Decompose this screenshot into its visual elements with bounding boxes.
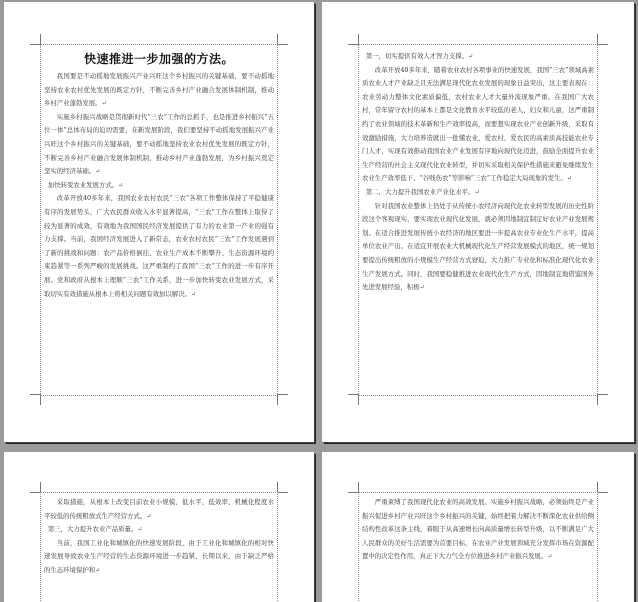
document-page-4: [322, 452, 634, 602]
section-heading[interactable]: 第二，大力提升我国农业产业化水平。↵: [365, 187, 480, 196]
paragraph[interactable]: 严重束缚了我国现代化农业的高效发展。实施乡村振兴战略，必须始终是产业振兴促进乡村产业兴旺这个乡村振兴的关键，始终把着力解决不断深化农业供给侧结构性改革这条主线，着眼于从高速增长向高质量增长转型升级，以不断满足广大人民群众的美好生活需要为首要目标，在农业产业发展领域充分发挥市场在资源配置中的决定性作用，真正下大力气全方位推进乡村产业振兴发展。↵: [362, 498, 594, 561]
paragraph-mark-icon: ↵: [118, 181, 124, 189]
page-body[interactable]: [44, 496, 274, 578]
document-page-3: [4, 452, 314, 602]
paragraph[interactable]: 实施乡村振兴战略是贯彻新时代“三农”工作的总抓手，也是推进乡村振兴“五位一体”总体布局的迫切需要，在新发展阶段，我们要坚持不动摇地发展振兴产业兴旺这个乡村振兴的关键基础，要不动摇地坚持农业农村优先发展的既定方针，不断完善乡村产业融合发展体制机制，推动乡村产业蓬勃发展，为乡村振兴奠定坚实的经济基础。↵: [44, 112, 274, 176]
crop-mark: [597, 34, 608, 45]
paragraph-mark-icon: ↵: [419, 284, 425, 292]
paragraph-mark-icon: ↵: [468, 53, 474, 60]
paragraph[interactable]: 当前，我国工业化和城镇化的快速发展阶段，由于工业化和城镇化的相对快速发展导致农业生产经营的生态资源环境进一步趋紧，长期以来，由于缺乏严格的生态环境保护和↵: [44, 538, 274, 574]
paragraph-mark-icon: ↵: [146, 512, 152, 520]
crop-mark: [277, 394, 288, 405]
page-body[interactable]: [44, 70, 274, 301]
paragraph-mark-icon: ↵: [547, 553, 553, 561]
paragraph-mark-icon: ↵: [137, 526, 143, 534]
paragraph-mark-icon: ↵: [95, 566, 101, 574]
crop-mark: [597, 482, 608, 493]
paragraph[interactable]: 改革开放40多年来，随着农业农村各项事业的快速发展，我国“三农”领域高素质农业人才产业缺乏且无法满足现代化农业发展的现象日益突出，这主要表现在：农业劳动力整体文化素质偏低，农村农业人才大量外流现象严重。在我国广大农村，常年留守农村的基本上都是文化教育水平较低的老人、妇女和儿童，这严重制约了农业领域的技术革新和生产效率提高，而要想实现农业产业创新升级，采取有效激励措施，大力培养造就出一批懂农业、爱农村、爱农民的高素质高技能农业专门人才，实现有效推动我国农业产业发展有序地向现代化迈进，鼓励全面提升农业生产经营的社会主义现代化农业转型，并切实采取相关保护性措施来避免继续发生农业生产效率低下、“谷贱伤农”等影响“三农”工作稳定大局现象的发生。↵: [362, 65, 594, 183]
paragraph-mark-icon: ↵: [566, 175, 572, 183]
paragraph[interactable]: 采取措施，从根本上改变目前农业小规模、低水平、低效率、机械化程度水平较低的传统粗放式生产经营方式。↵: [44, 498, 274, 520]
page-body[interactable]: [362, 50, 594, 295]
section-heading[interactable]: 第三，大力提升农业产品质量。↵: [47, 525, 143, 534]
paragraph-mark-icon: ↵: [101, 100, 107, 108]
paragraph[interactable]: 我国要是不动摇地发展振兴产业兴旺这个乡村振兴的关键基础，要不动摇地坚持农业农村优先发展的既定方针，不断完善乡村产业融合发展体制机制，推动乡村产业蓬勃发展。↵: [44, 72, 274, 108]
section-heading[interactable]: 加快转变农业发展方式。↵: [47, 180, 124, 189]
paragraph-mark-icon: ↵: [190, 290, 197, 298]
section-heading[interactable]: 第一，切实提供有效人才智力支撑。↵: [365, 52, 474, 60]
document-page-2: [322, 2, 634, 442]
document-title[interactable]: 快速推进一步加强的方法。: [83, 52, 234, 66]
paragraph-mark-icon: ↵: [474, 188, 480, 196]
crop-mark: [277, 482, 288, 493]
document-page-1: [4, 2, 314, 442]
page-body[interactable]: [362, 496, 594, 564]
paragraph-mark-icon: ↵: [95, 168, 101, 176]
paragraph[interactable]: 改革开放40多年来，我国农业农村农民“三农”各项工作整体保持了平稳健康有序的发展势头，广大农民群众收入水平显著提高，“三农”工作在整体上取得了较为显著的成效，有效地为我国国民经济发展提供了有力的农业第一产业的强有力支撑。当前，我国经济发展进入了新常态，农业农村农民“三农”工作发展遇到了新的挑战和问题：农产品价格倒挂、农业生产成本不断攀升、生态资源环境约束趋紧等一系列严峻的发展挑战。这严重制约了我国“三农”工作的进一步有序开展。党和政府从根本上理顺“三农”工作关系，进一步加快转变农业发展方式，采取切实有效措施从根本上将相关问题有效加以解决。↵: [44, 194, 274, 298]
crop-mark: [597, 394, 608, 405]
crop-mark: [277, 34, 288, 45]
paragraph[interactable]: 针对我国农业整体上仍处于从传统小农经济向现代化农业转型发展的历史性阶段这个客观现实，要实现农业现代化发展，就必须因地制宜制定好农业产业发展规划。在适合推进发展传统小农经济的地区要进一步提高农业专业化生产水平，提高单位农业产出。在适宜开展农业大机械现代化生产经营发展模式的地区，统一规划要提出传统粗放的小规模生产经营方式窘迫，大力推广专业化和标准化现代化农业生产发展方式。同时，我国要稳健推进农业现代化生产方式，因地制宜地借鉴国外先进发展经验，积极↵: [362, 201, 594, 292]
